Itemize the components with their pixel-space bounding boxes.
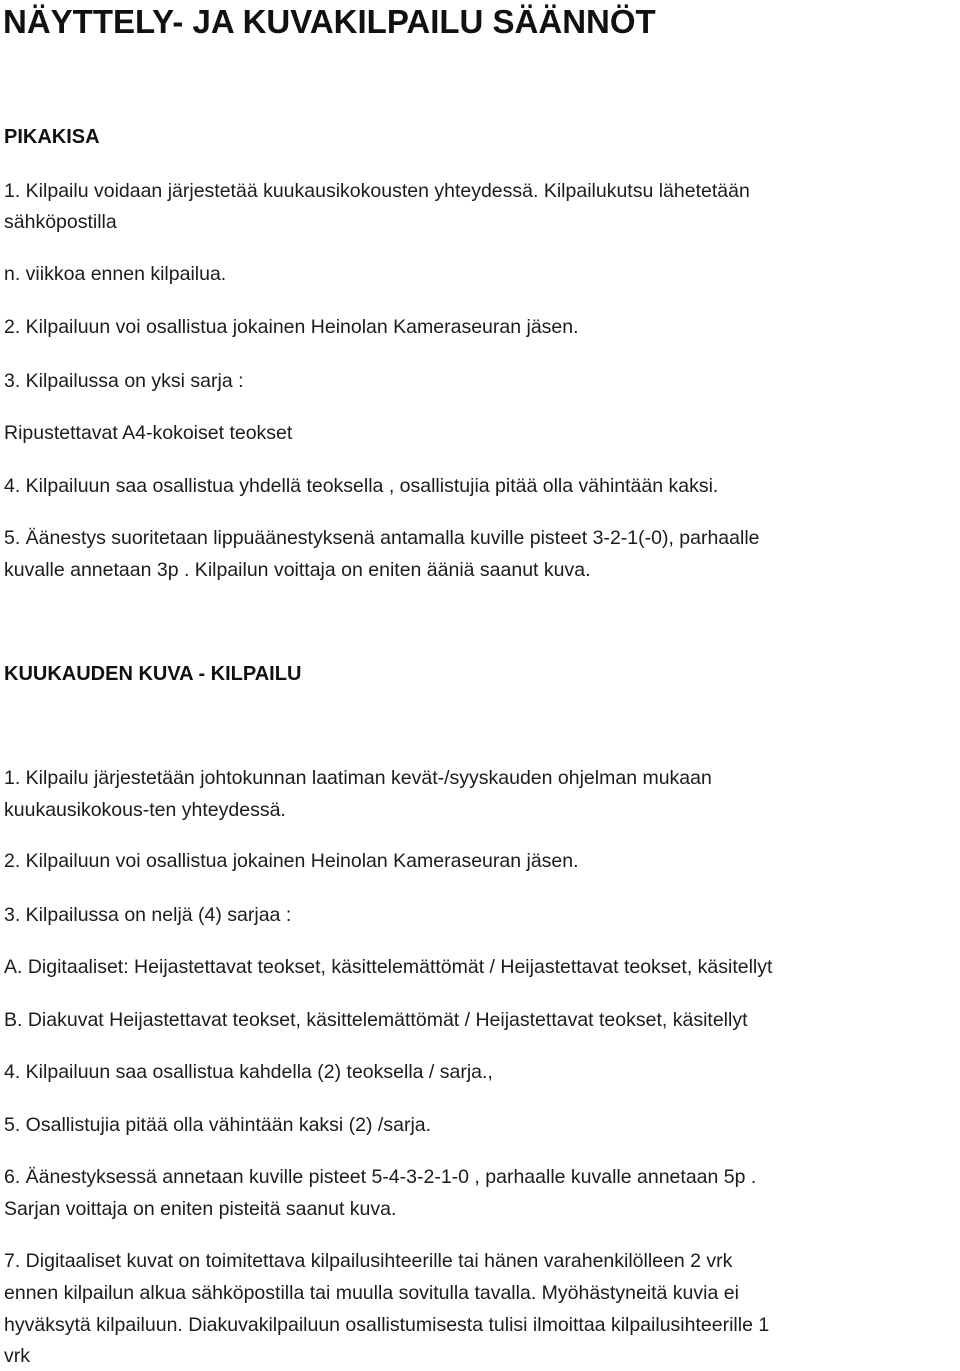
rule-line: 2. Kilpailuun voi osallistua jokainen Heinolan Kameraseuran jäsen. xyxy=(4,316,579,338)
rule-line: A. Digitaaliset: Heijastettavat teokset, käsittelemättömät / Heijastettavat teokset, käsitellyt xyxy=(4,956,773,978)
rule-line: n. viikkoa ennen kilpailua. xyxy=(4,263,227,285)
section-heading-pikakisa: PIKAKISA xyxy=(4,126,100,148)
rule-line: sähköpostilla xyxy=(4,211,117,233)
rule-line: 5. Osallistujia pitää olla vähintään kaksi (2) /sarja. xyxy=(4,1114,432,1136)
rule-line: 1. Kilpailu järjestetään johtokunnan laatiman kevät-/syyskauden ohjelman mukaan xyxy=(4,767,712,789)
section-heading-kuukauden-kuva: KUUKAUDEN KUVA - KILPAILU xyxy=(4,663,302,685)
rule-line: B. Diakuvat Heijastettavat teokset, käsittelemättömät / Heijastettavat teokset, käsitellyt xyxy=(4,1009,748,1031)
rule-line: vrk xyxy=(4,1345,30,1367)
rule-line: Ripustettavat A4-kokoiset teokset xyxy=(4,422,293,444)
rule-line: hyväksytä kilpailuun. Diakuvakilpailuun osallistumisesta tulisi ilmoittaa kilpailusihteerille 1 xyxy=(4,1314,770,1336)
rule-line: 3. Kilpailussa on neljä (4) sarjaa : xyxy=(4,904,292,926)
rule-line: 4. Kilpailuun saa osallistua kahdella (2) teoksella / sarja., xyxy=(4,1061,493,1083)
page-title: NÄYTTELY- JA KUVAKILPAILU SÄÄNNÖT xyxy=(3,3,656,40)
rule-line: ennen kilpailun alkua sähköpostilla tai muulla sovitulla tavalla. Myöhästyneitä kuvia ei xyxy=(4,1282,739,1304)
rule-line: 3. Kilpailussa on yksi sarja : xyxy=(4,370,244,392)
rule-line: 6. Äänestyksessä annetaan kuville pisteet 5-4-3-2-1-0 , parhaalle kuvalle annetaan 5p . xyxy=(4,1166,757,1188)
rule-line: 4. Kilpailuun saa osallistua yhdellä teoksella , osallistujia pitää olla vähintään kaksi. xyxy=(4,475,719,497)
rule-line: 5. Äänestys suoritetaan lippuäänestyksenä antamalla kuville pisteet 3-2-1(-0), parhaalle xyxy=(4,527,760,549)
rule-line: kuukausikokous-ten yhteydessä. xyxy=(4,799,286,821)
rule-line: 7. Digitaaliset kuvat on toimitettava kilpailusihteerille tai hänen varahenkilölleen 2 vrk xyxy=(4,1250,733,1272)
rule-line: kuvalle annetaan 3p . Kilpailun voittaja on eniten ääniä saanut kuva. xyxy=(4,559,591,581)
rule-line: Sarjan voittaja on eniten pisteitä saanut kuva. xyxy=(4,1198,397,1220)
rule-line: 2. Kilpailuun voi osallistua jokainen Heinolan Kameraseuran jäsen. xyxy=(4,850,579,872)
rule-line: 1. Kilpailu voidaan järjestetää kuukausikokousten yhteydessä. Kilpailukutsu lähetetään xyxy=(4,180,750,202)
